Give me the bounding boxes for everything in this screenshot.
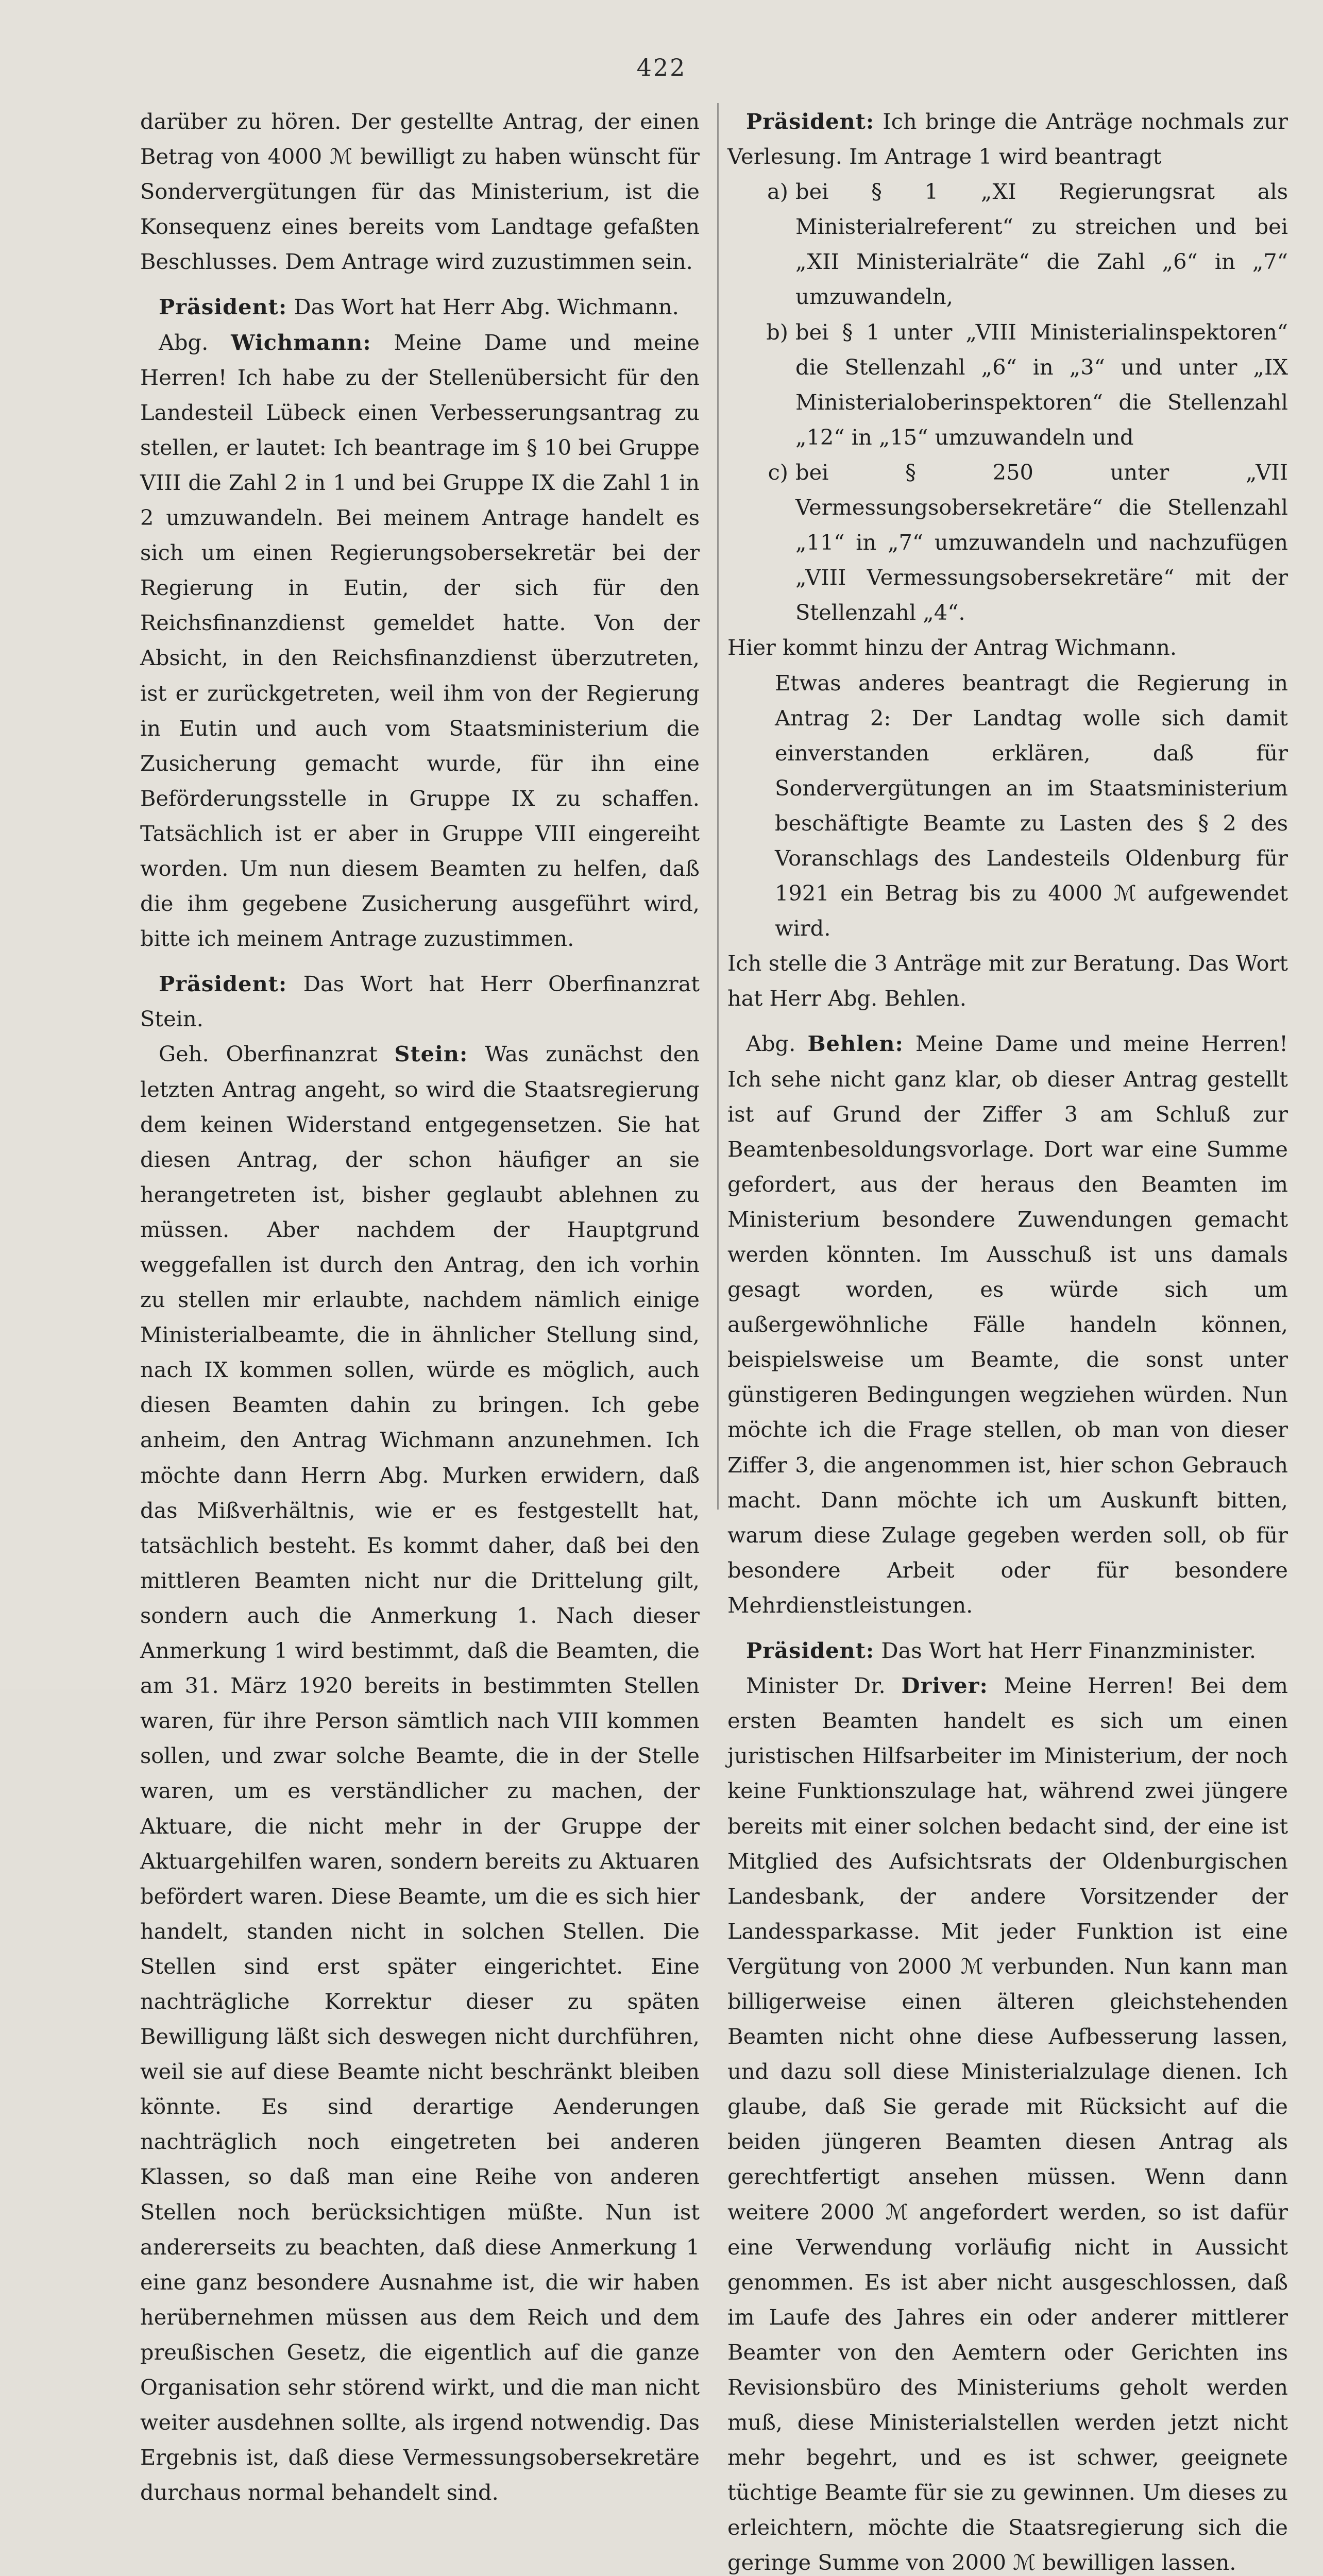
paragraph-president-1: Präsident: Das Wort hat Herr Abg. Wichmann. — [159, 294, 679, 320]
speaker-name: Präsident: — [746, 1638, 875, 1664]
motion-list — [727, 174, 1288, 630]
column-divider — [717, 103, 719, 1510]
left-column — [140, 104, 700, 2510]
paragraph-behlen: Abg. Behlen: Meine Dame und meine Herren! Ich sehe nicht ganz klar, ob dieser Antrag gestellt ist auf Grund der Ziffer 3 am Schluß zur Beamtenbesoldungsvorlage. Dort war eine Summe gefordert, aus der heraus den Beamten im Ministerium besondere Zuwendungen gemacht werden könnten. Im Ausschuß ist uns damals gesagt worden, es würde sich um außergewöhnliche Fälle handeln können, beispielsweise um Beamte, die sonst unter günstigeren Bedingungen wegziehen würden. Nun möchte ich die Frage stellen, ob man von dieser Ziffer 3, die angenommen ist, hier schon Gebrauch macht. Dann möchte ich um Auskunft bitten, warum diese Zulage gegeben werden soll, ob für besondere Arbeit oder für besondere Mehrdienstleistungen. — [727, 1031, 1288, 1618]
page-number: 422 — [636, 54, 687, 81]
motion-item: c) bei § 250 unter „VII Vermessungsobersekretäre“ die Stellenzahl „11“ in „7“ umzuwandeln und nachzufügen „VIII Vermessungsobersekretäre“ mit der Stellenzahl „4“. — [768, 459, 1288, 625]
speaker-name: Präsident: — [746, 109, 875, 134]
paragraph-discussion-call: Ich stelle die 3 Anträge mit zur Beratung. Das Wort hat Herr Abg. Behlen. — [727, 951, 1288, 1011]
speaker-name: Präsident: — [159, 294, 287, 320]
paragraph-continuation: darüber zu hören. Der gestellte Antrag, der einen Betrag von 4000 ℳ bewilligt zu haben wünscht für Sondervergütungen für das Ministerium, ist die Konsequenz eines bereits vom Landtage gefaßten Beschlusses. Dem Antrage wird zuzustimmen sein. — [140, 109, 700, 275]
paragraph-driver: Minister Dr. Driver: Meine Herren! Bei dem ersten Beamten handelt es sich um einen juristischen Hilfsarbeiter im Ministerium, der noch keine Funktionszulage hat, während zwei jüngere bereits mit einer solchen bedacht sind, der eine ist Mitglied des Aufsichtsrats der Oldenburgischen Landesbank, der andere Vorsitzender der Landessparkasse. Mit jeder Funktion ist eine Vergütung von 2000 ℳ verbunden. Nun kann man billigerweise einen älteren gleichstehenden Beamten nicht ohne diese Aufbesserung lassen, und dazu soll diese Ministerialzulage dienen. Ich glaube, daß Sie gerade mit Rücksicht auf die beiden jüngeren Beamten diesen Antrag als gerechtfertigt ansehen müssen. Wenn dann weitere 2000 ℳ angefordert werden, so ist dafür eine Verwendung vorläufig nicht in Aussicht genommen. Es ist aber nicht ausgeschlossen, daß im Laufe des Jahres ein oder anderer mittlerer Beamter von den Aemtern oder Gerichten ins Revisionsbüro des Ministeriums geholt werden muß, diese Ministerialstellen werden jetzt nicht mehr begehrt, und es ist schwer, geeignete tüchtige Beamte für sie zu gewinnen. Um dieses zu erleichtern, möchte die Staatsregierung sich die geringe Summe von 2000 ℳ bewilligen lassen. — [727, 1673, 1288, 2575]
right-column — [727, 104, 1288, 2576]
motion-item: b) bei § 1 unter „VIII Ministerialinspektoren“ die Stellenzahl „6“ in „3“ und unter „IX Ministerialoberinspektoren“ die Stellenzahl „12“ in „15“ umzuwandeln und — [766, 319, 1288, 450]
speaker-name: Driver: — [901, 1673, 988, 1699]
speaker-name: Behlen: — [807, 1031, 904, 1057]
speaker-name: Präsident: — [159, 971, 287, 997]
government-motion-quote: Etwas anderes beantragt die Regierung in Antrag 2: Der Landtag wolle sich damit einverstanden erklären, daß für Sondervergütungen an im Staatsministerium beschäftigte Beamte zu Lasten des § 2 des Voranschlags des Landesteils Oldenburg für 1921 ein Betrag bis zu 4000 ℳ aufgewendet wird. — [775, 670, 1288, 941]
paragraph-stein: Geh. Oberfinanzrat Stein: Was zunächst den letzten Antrag angeht, so wird die Staatsregierung dem keinen Widerstand entgegensetzen. Sie hat diesen Antrag, der schon häufiger an sie herangetreten ist, bisher geglaubt ablehnen zu müssen. Aber nachdem der Hauptgrund weggefallen ist durch den Antrag, den ich vorhin zu stellen mir erlaubte, nachdem nämlich einige Ministerialbeamte, die in ähnlicher Stellung sind, nach IX kommen sollen, würde es möglich, auch diesen Beamten dahin zu bringen. Ich gebe anheim, den Antrag Wichmann anzunehmen. Ich möchte dann Herrn Abg. Murken erwidern, daß das Mißverhältnis, wie er es festgestellt hat, tatsächlich besteht. Es kommt daher, daß bei den mittleren Beamten nicht nur die Drittelung gilt, sondern auch die Anmerkung 1. Nach dieser Anmerkung 1 wird bestimmt, daß die Beamten, die am 31. März 1920 bereits in bestimmten Stellen waren, für ihre Person sämtlich nach VIII kommen sollen, und zwar solche Beamte, die in der Stelle waren, um es verständlicher zu machen, der Aktuare, die nicht mehr in der Gruppe der Aktuargehilfen waren, sondern bereits zu Aktuaren befördert waren. Diese Beamte, um die es sich hier handelt, standen nicht in solchen Stellen. Die Stellen sind erst später eingerichtet. Eine nachträgliche Korrektur dieser zu späten Bewilligung läßt sich deswegen nicht durchführen, weil sie auf diese Beamte nicht beschränkt bleiben könnte. Es sind derartige Aenderungen nachträglich noch eingetreten bei anderen Klassen, so daß man eine Reihe von anderen Stellen noch berücksichtigen müßte. Nun ist andererseits zu beachten, daß diese Anmerkung 1 eine ganz besondere Ausnahme ist, die wir haben herübernehmen müssen aus dem Reich und dem preußischen Gesetz, die eigentlich auf die ganze Organisation sehr störend wirkt, und die man nicht weiter ausdehnen sollte, als irgend notwendig. Das Ergebnis ist, daß diese Vermessungsobersekretäre durchaus normal behandelt sind. — [140, 1041, 700, 2505]
paragraph-president-2: Präsident: Das Wort hat Herr Oberfinanzrat Stein. — [140, 971, 700, 1032]
speaker-name: Wichmann: — [231, 329, 371, 355]
motion-item: a) bei § 1 „XI Regierungsrat als Ministerialreferent“ zu streichen und bei „XII Ministerialräte“ die Zahl „6“ in „7“ umzuwandeln, — [767, 179, 1288, 310]
paragraph-wichmann: Abg. Wichmann: Meine Dame und meine Herren! Ich habe zu der Stellenübersicht für den Landesteil Lübeck einen Verbesserungsantrag zu stellen, er lautet: Ich beantrage im § 10 bei Gruppe VIII die Zahl 2 in 1 und bei Gruppe IX die Zahl 1 in 2 umzuwandeln. Bei meinem Antrage handelt es sich um einen Regierungsobersekretär bei der Regierung in Eutin, der sich für den Reichsfinanzdienst gemeldet hatte. Von der Absicht, in den Reichsfinanzdienst überzutreten, ist er zurückgetreten, weil ihm von der Regierung in Eutin und auch vom Staatsministerium die Zusicherung gemacht wurde, für ihn eine Beförderungsstelle in Gruppe IX zu schaffen. Tatsächlich ist er aber in Gruppe VIII eingereiht worden. Um nun diesem Beamten zu helfen, daß die ihm gegebene Zusicherung ausgeführt wird, bitte ich meinem Antrage zuzustimmen. — [140, 329, 700, 952]
paragraph-president-4: Präsident: Das Wort hat Herr Finanzminister. — [746, 1638, 1257, 1664]
paragraph-president-3: Präsident: Ich bringe die Anträge nochmals zur Verlesung. Im Antrage 1 wird beantragt — [727, 109, 1288, 170]
speaker-name: Stein: — [394, 1041, 468, 1067]
paragraph-additional-motion: Hier kommt hinzu der Antrag Wichmann. — [727, 635, 1177, 660]
